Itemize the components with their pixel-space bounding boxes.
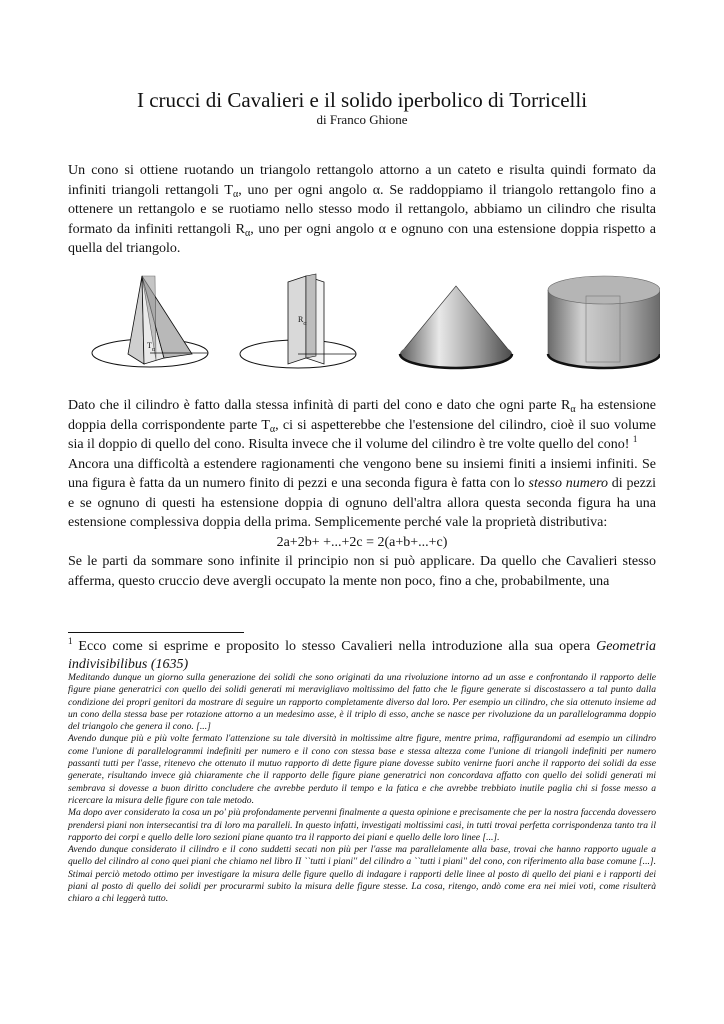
- para3-emphasis: stesso numero: [528, 476, 609, 491]
- footnote-heading: [68, 638, 656, 674]
- triangle-label-letter: T: [147, 341, 152, 350]
- alpha-subscript: α: [570, 404, 576, 415]
- triangle-label-sub: α: [151, 347, 156, 353]
- cylinder-figure: [548, 276, 660, 368]
- intro-paragraph: [68, 161, 656, 259]
- footnote-paragraph: Meditando dunque un giorno sulla generazione dei solidi che sono originati da una rivoluzione intorno ad un asse e confrontando il rapporto delle figure piane generatrici con quello dei solidi generati mi meravigliavo moltissimo del fatto che le figure generate si discostassero a tal punto dalla condizione dei propri genitori da mostrare di seguire un rapporto completamente diverso dal loro. Per esempio un cilindro, che sia ottenuto insieme ad un cono della stessa base per rotazione attorno a un medesimo asse, è il triplo di esso, anche se nasce per rivoluzione da un parallelogramma doppio del triangolo che genera il cono. [...]: [68, 672, 656, 733]
- footnote-paragraph: Avendo dunque considerato il cilindro e il cono suddetti secati non più per l'asse ma parallelamente alla base, trovai che hanno rapporto uguale a quello del cilindro al cono quei piani che chiamo nel libro II ``tutti i piani'' del cilindro a ``tutti i piani'' del cono, con riferimento alla base comune [...]. Stimai perciò metodo ottimo per investigare la misura delle figure quello di indagare i rapporti delle linee al posto di quello dei piani e i rapporti dei piani al posto di quello dei solidi per procurarmi subito la misura delle figure stesse. La cosa, ritengo, andò come era nei miei voti, come risulterà chiaro a chi leggerà tutto.: [68, 844, 656, 905]
- alpha-symbol: α: [372, 182, 381, 198]
- paragraph-2: [68, 396, 656, 455]
- cone-figure: [400, 286, 512, 368]
- para2-text-2: ha estensione doppia della corrispondente parte T: [68, 398, 657, 433]
- para2-text-3: , ci si aspetterebbe che l'estensione del cilindro, cioè il suo volume sia il doppio di quello del cono. Risulta invece che il volume del cilindro è tre volte quello del cono!: [68, 417, 656, 452]
- page-title: I crucci di Cavalieri e il solido iperbolico di Torricelli: [136, 88, 588, 112]
- footnote-reference[interactable]: 1: [632, 434, 638, 444]
- author-line: di Franco Ghione: [316, 112, 408, 127]
- intro-text-4: , uno per ogni angolo: [250, 221, 379, 237]
- para3-text-2: di pezzi e se ognuno di questi ha estensione doppia di ognuno dell'altra allora questa seconda figura ha una estensione complessiva doppia della prima. Semplicemente perché vale la proprietà distributiva:: [68, 476, 657, 530]
- alpha-subscript: α: [245, 227, 251, 239]
- solids-figures: [80, 268, 660, 378]
- intro-text-1: Un cono si ottiene ruotando un triangolo rettangolo attorno a un cateto e risulta quindi formato da infiniti triangoli rettangoli T: [68, 163, 656, 198]
- alpha-subscript: α: [269, 423, 276, 435]
- rectangle-label-letter: R: [298, 315, 304, 324]
- footnote-quote: [68, 672, 656, 906]
- intro-text-5: e ognuno con una estensione doppia rispetto a quella del triangolo.: [68, 221, 656, 256]
- main-text: [68, 396, 656, 591]
- paragraph-4: Se le parti da sommare sono infinite il principio non si può applicare. Da quello che Cavalieri stesso afferma, questo cruccio deve avergli occupato la mente non poco, fino a che, probabilmente, una: [68, 554, 656, 589]
- paragraph-3: [68, 455, 656, 533]
- formula: 2a+2b+ +...+2c = 2(a+b+...+c): [276, 534, 448, 550]
- intro-text-3: . Se raddoppiamo il triangolo rettangolo fino a ottenere un rettangolo e se ruotiamo nello stesso modo il rettangolo, abbiamo un cilindro che risulta formato da infiniti rettangoli R: [68, 182, 657, 237]
- para3-text-1: Ancora una difficoltà a estendere ragionamenti che vengono bene su insiemi finiti a insiemi infiniti. Se una figura è fatta da un numero finito di pezzi e una seconda figura è fatta con lo: [68, 456, 656, 491]
- footnote-mark: 1: [68, 636, 73, 646]
- footnote-separator: [68, 632, 244, 633]
- alpha-subscript: α: [232, 188, 239, 200]
- intro-text-2: , uno per ogni angolo: [238, 182, 373, 198]
- footnote-paragraph: Ma dopo aver considerato la cosa un po' più profondamente pervenni finalmente a questa opinione e precisamente che per la nostra faccenda dovessero prendersi piani non intersecantisi tra di loro ma paralleli. In questo infatti, investigati moltissimi casi, in tutti trovai perfetta corrispondenza tanto tra il rapporto dei corpi e quello delle loro sezioni piane quanto tra il rapporto dei piani e quello delle loro linee [...].: [68, 807, 656, 843]
- footnote-work-title: Geometria indivisibilibus (1635): [68, 639, 656, 672]
- triangles-figure: [92, 276, 208, 367]
- rectangles-figure: [240, 274, 356, 368]
- para2-text-1: Dato che il cilindro è fatto dalla stessa infinità di parti del cono e dato che ogni parte R: [68, 398, 571, 413]
- alpha-symbol: α: [378, 221, 386, 237]
- footnote-intro: Ecco come si esprime e proposito lo stesso Cavalieri nella introduzione alla sua opera: [72, 639, 597, 654]
- rectangle-label-sub: α: [303, 321, 307, 327]
- footnote-paragraph: Avendo dunque più e più volte fermato l'attenzione su tale diversità in moltissime altre figure, mentre prima, raffigurandomi ad esempio un cilindro come l'unione di parallelogrammi indefiniti per numero e il cono con stessa base e stessa altezza come l'unione di triangoli indefiniti per numero passanti tutti per l'asse, ritenevo che ottenuto il mutuo rapporto di dette figure piane dovesse subito venirne fuori anche il rapporto dei solidi da esse generate, risultando invece già chiaramente che il rapporto delle figure piane generatrici non concordava affatto con quello dei solidi generati mi sembrava si dovesse a buon diritto concludere che avrebbe perduto il tempo e la fatica e che avrebbe trebbiato inutile paglia chi si fosse messo a ricercare la misura delle figure con tale metodo.: [68, 733, 656, 806]
